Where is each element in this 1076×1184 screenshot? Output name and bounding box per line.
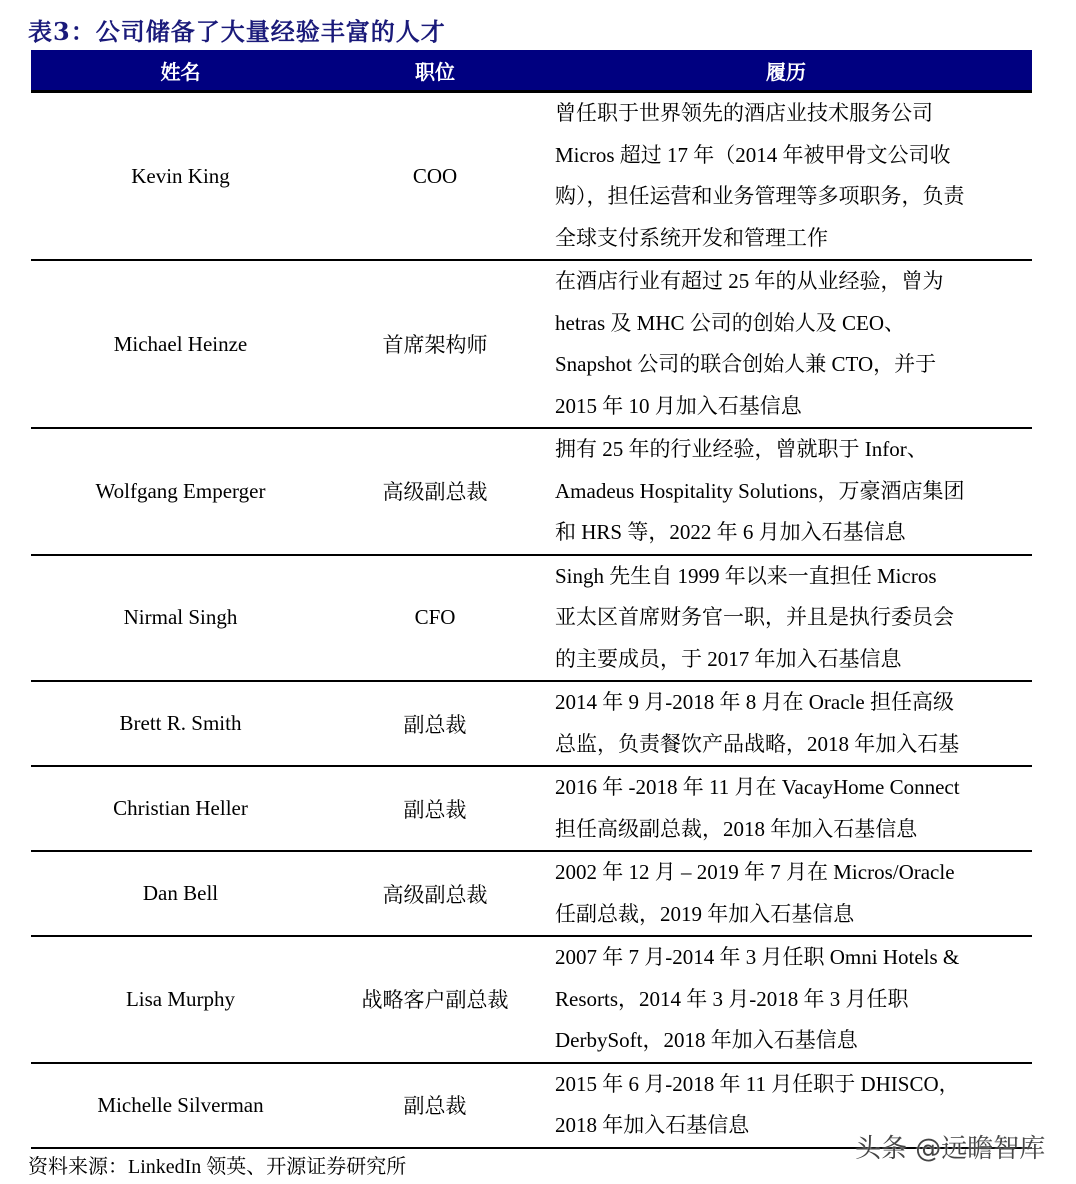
bio-line: 购），担任运营和业务管理等多项职务，负责 bbox=[555, 184, 965, 208]
bio-line: 2007 年 7 月-2014 年 3 月任职 Omni Hotels & bbox=[555, 945, 960, 969]
person-position: CFO bbox=[330, 555, 540, 682]
bio-line: hetras 及 MHC 公司的创始人及 CEO、 bbox=[555, 310, 905, 335]
table-row bbox=[31, 428, 1032, 555]
bio-line: Micros 超过 17 年（2014 年被甲骨文公司收 bbox=[555, 142, 951, 167]
bio-line: Singh 先生自 1999 年以来一直担任 Micros bbox=[555, 563, 937, 588]
person-name: Nirmal Singh bbox=[31, 555, 330, 682]
person-position: 副总裁 bbox=[330, 681, 540, 766]
bio-line: 2015 年 10 月加入石基信息 bbox=[555, 393, 802, 418]
person-name: Michelle Silverman bbox=[31, 1063, 330, 1148]
table-header-row bbox=[31, 50, 1032, 92]
person-position: COO bbox=[330, 92, 540, 261]
bio-line: 2014 年 9 月-2018 年 8 月在 Oracle 担任高级 bbox=[555, 690, 954, 714]
person-position: 副总裁 bbox=[330, 766, 540, 851]
person-bio bbox=[540, 936, 1032, 1063]
person-bio bbox=[540, 260, 1032, 428]
bio-line: Resorts，2014 年 3 月-2018 年 3 月任职 bbox=[555, 986, 909, 1011]
person-position: 首席架构师 bbox=[330, 260, 540, 428]
person-bio bbox=[540, 92, 1032, 261]
person-name: Wolfgang Emperger bbox=[31, 428, 330, 555]
bio-line: DerbySoft，2018 年加入石基信息 bbox=[555, 1028, 858, 1052]
header-position: 职位 bbox=[330, 50, 540, 92]
person-name: Michael Heinze bbox=[31, 260, 330, 428]
bio-line: 和 HRS 等，2022 年 6 月加入石基信息 bbox=[555, 520, 906, 544]
header-name: 姓名 bbox=[31, 50, 330, 92]
person-bio bbox=[540, 851, 1032, 936]
bio-line: 2015 年 6 月-2018 年 11 月任职于 DHISCO， bbox=[555, 1071, 960, 1096]
table-row bbox=[31, 260, 1032, 428]
bio-line: 2018 年加入石基信息 bbox=[555, 1113, 750, 1137]
bio-line: 在酒店行业有超过 25 年的从业经验，曾为 bbox=[555, 269, 944, 293]
bio-line: 曾任职于世界领先的酒店业技术服务公司 bbox=[555, 101, 933, 125]
bio-line: 全球支付系统开发和管理工作 bbox=[555, 225, 828, 250]
bio-line: 2016 年 -2018 年 11 月在 VacayHome Connect bbox=[555, 775, 960, 799]
person-name: Christian Heller bbox=[31, 766, 330, 851]
watermark: 头条 @远瞻智库 bbox=[855, 1134, 1046, 1164]
bio-line: 总监，负责餐饮产品战略，2018 年加入石基 bbox=[555, 731, 960, 756]
table-row bbox=[31, 555, 1032, 682]
talent-table bbox=[31, 50, 1032, 1149]
table-row bbox=[31, 681, 1032, 766]
bio-line: Amadeus Hospitality Solutions，万豪酒店集团 bbox=[555, 478, 965, 503]
person-position: 副总裁 bbox=[330, 1063, 540, 1148]
person-name: Kevin King bbox=[31, 92, 330, 261]
table-row bbox=[31, 851, 1032, 936]
bio-line: 2002 年 12 月 – 2019 年 7 月在 Micros/Oracle bbox=[555, 860, 955, 884]
bio-line: 的主要成员，于 2017 年加入石基信息 bbox=[555, 646, 902, 671]
person-position: 战略客户副总裁 bbox=[330, 936, 540, 1063]
person-position: 高级副总裁 bbox=[330, 851, 540, 936]
table-title: 表3：公司储备了大量经验丰富的人才 bbox=[28, 17, 446, 46]
bio-line: 任副总裁，2019 年加入石基信息 bbox=[555, 901, 855, 926]
person-bio bbox=[540, 428, 1032, 555]
person-name: Brett R. Smith bbox=[31, 681, 330, 766]
bio-line: Snapshot 公司的联合创始人兼 CTO，并于 bbox=[555, 352, 937, 376]
person-name: Dan Bell bbox=[31, 851, 330, 936]
table-row bbox=[31, 92, 1032, 261]
bio-line: 拥有 25 年的行业经验，曾就职于 Infor、 bbox=[555, 437, 928, 461]
header-bio: 履历 bbox=[540, 50, 1032, 92]
source-note: 资料来源：LinkedIn 领英、开源证券研究所 bbox=[28, 1156, 407, 1178]
person-bio bbox=[540, 555, 1032, 682]
person-position: 高级副总裁 bbox=[330, 428, 540, 555]
bio-line: 亚太区首席财务官一职，并且是执行委员会 bbox=[555, 605, 954, 629]
person-bio bbox=[540, 766, 1032, 851]
bio-line: 担任高级副总裁，2018 年加入石基信息 bbox=[555, 816, 918, 841]
table-row bbox=[31, 936, 1032, 1063]
table-row bbox=[31, 766, 1032, 851]
person-name: Lisa Murphy bbox=[31, 936, 330, 1063]
person-bio bbox=[540, 681, 1032, 766]
